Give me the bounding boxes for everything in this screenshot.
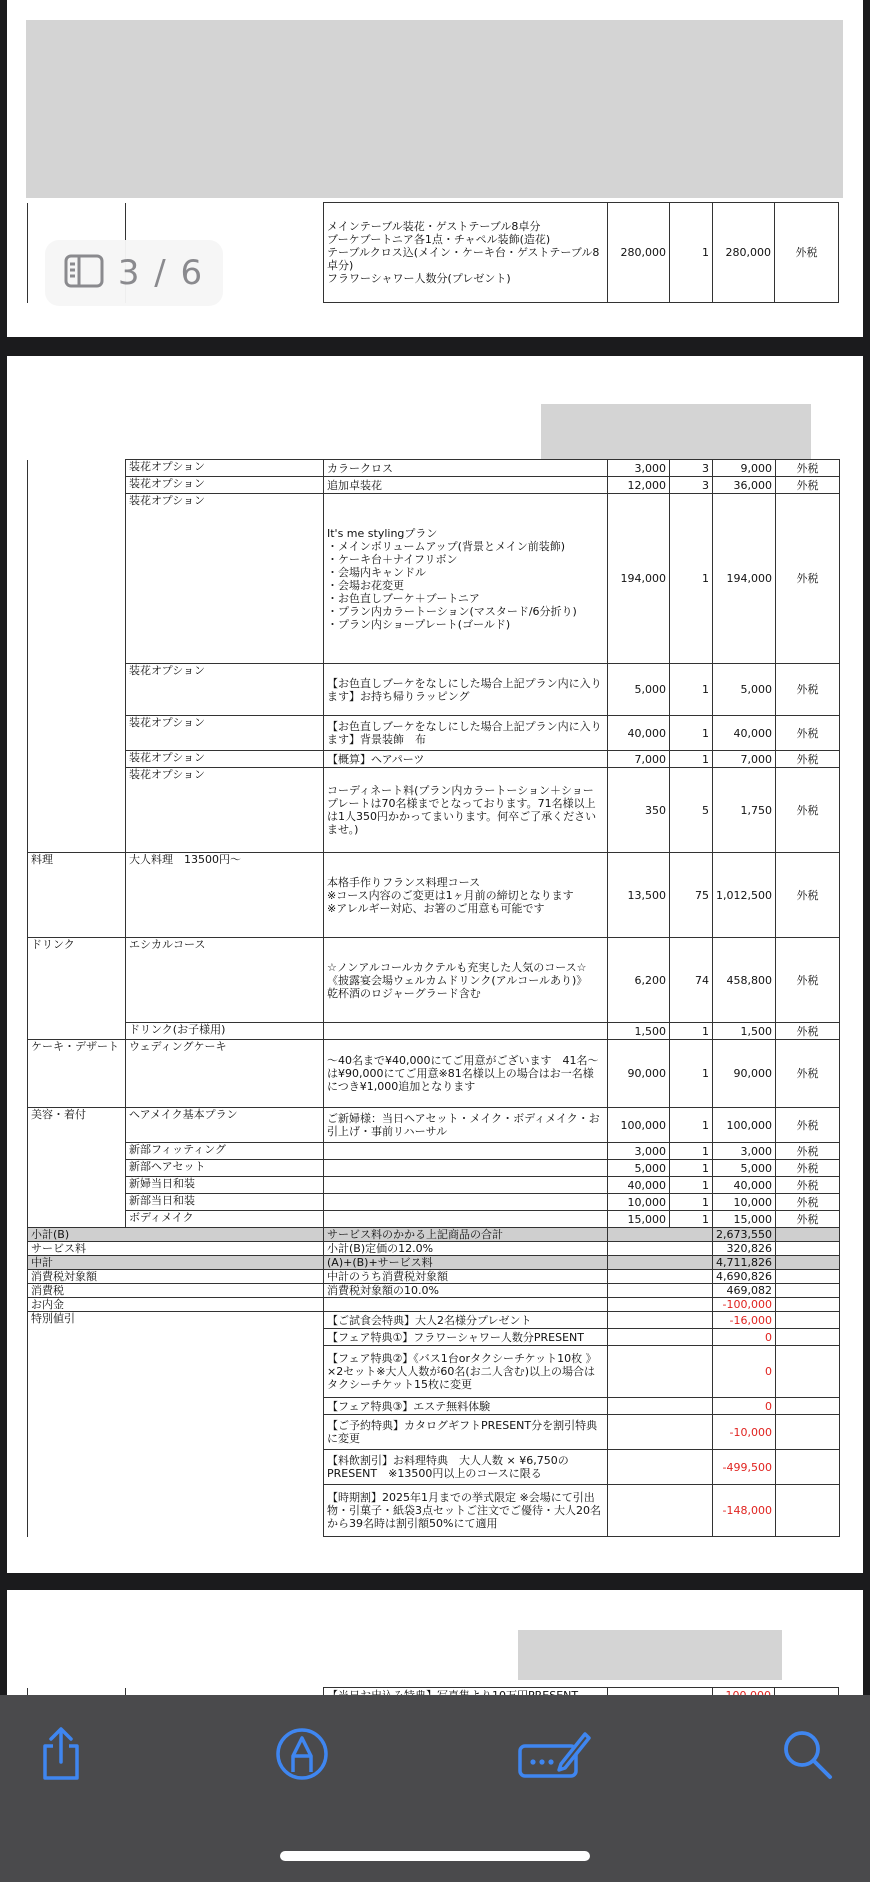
quantity-cell: 1 [670,1160,713,1177]
quantity-cell: 1 [670,664,713,716]
summary-description-cell: 消費税対象額の10.0% [324,1284,608,1298]
page-indicator[interactable] [45,240,223,306]
subcategory-cell: ドリンク(お子様用) [126,1023,324,1040]
subcategory-cell: 装花オプション [126,477,324,494]
empty-cell [608,1485,713,1537]
summary-label-cell: 中計 [28,1256,324,1270]
empty-cell [608,1256,713,1270]
quantity-cell: 1 [670,1023,713,1040]
amount-cell: 10,000 [713,1194,776,1211]
quantity-cell: 5 [670,768,713,853]
quantity-cell: 1 [670,1177,713,1194]
discount-amount-cell: -16,000 [713,1312,776,1329]
description-cell: 〜40名まで¥40,000にてご用意がございます 41名〜は¥90,000にてご用意※81名様以上の場合はお一名様につき¥1,000追加となります [324,1040,608,1108]
discount-label-cell [28,1346,324,1398]
unit-price-cell: 100,000 [608,1108,670,1143]
category-cell [28,477,126,494]
quantity-cell: 1 [670,1194,713,1211]
description-cell: ご新婦様：当日ヘアセット・メイク・ボディメイク・お引上げ・事前リハーサル [324,1108,608,1143]
subcategory-cell: 装花オプション [126,494,324,664]
tax-cell: 外税 [775,1211,839,1228]
empty-cell [775,1485,839,1537]
summary-description-cell: (A)+(B)+サービス料 [324,1256,608,1270]
category-cell [28,1023,126,1040]
category-cell: 美容・着付 [28,1108,126,1143]
table-row [28,1284,840,1298]
empty-cell [608,1228,713,1242]
redacted-area [518,1630,782,1680]
pdf-page-3 [7,356,863,1573]
thumbnails-icon [64,254,104,292]
empty-cell [608,1270,713,1284]
subcategory-cell: エシカルコース [126,938,324,1023]
quantity-cell: 1 [670,1211,713,1228]
discount-amount-cell: -148,000 [713,1485,776,1537]
empty-cell [608,1284,713,1298]
description-cell: コーディネート料(プラン内カラートーション＋ショープレートは70名様までとなっております。71名様以上は1人350円かかってまいります。何卒ご了承くださいませ。) [324,768,608,853]
share-button[interactable] [28,1723,94,1789]
tax-cell: 外税 [775,477,839,494]
table-row [28,1211,840,1228]
discount-amount-cell: 0 [713,1398,776,1415]
unit-price-cell: 3,000 [608,1143,670,1160]
amount-cell: 1,012,500 [713,853,776,938]
unit-price-cell: 6,200 [608,938,670,1023]
tax-cell: 外税 [775,716,839,751]
unit-price-cell: 10,000 [608,1194,670,1211]
table-row [28,1450,840,1485]
discount-amount-cell: -10,000 [713,1415,776,1450]
empty-cell [608,1312,713,1329]
quantity-cell: 75 [670,853,713,938]
empty-cell [775,1284,839,1298]
category-cell [28,751,126,768]
summary-amount-cell: 4,711,826 [713,1256,776,1270]
subcategory-cell: 装花オプション [126,716,324,751]
category-cell: ケーキ・デザート [28,1040,126,1108]
quantity-cell: 1 [670,1143,713,1160]
summary-label-cell: サービス料 [28,1242,324,1256]
table-row [28,1143,840,1160]
description-cell [324,1160,608,1177]
discount-label-cell [28,1415,324,1450]
unit-price-cell: 90,000 [608,1040,670,1108]
category-cell [28,494,126,664]
discount-description-cell: 【料飲割引】お料理特典 大人人数 × ¥6,750のPRESENT ※13500円以上のコースに限る [324,1450,608,1485]
unit-price-cell: 3,000 [608,460,670,477]
amount-cell: 7,000 [713,751,776,768]
description-cell: It's me stylingプラン ・メインボリュームアップ(背景とメイン前装飾) ・ケーキ台＋ナイフリボン ・会場内キャンドル ・会場お花変更 ・お色直しブーケ＋ブートニア ・プラン内カラートーション(マスタード/6分折り) ・プラン内ショープレート(ゴールド) [324,494,608,664]
table-row [28,1040,840,1108]
category-cell [28,768,126,853]
markup-button[interactable] [269,1723,335,1789]
tax-cell: 外税 [775,1023,839,1040]
amount-cell: 15,000 [713,1211,776,1228]
empty-cell [775,1329,839,1346]
category-cell [28,716,126,751]
description-cell: 【お色直しブーケをなしにした場合上記プラン内に入ります】背景装飾 布 [324,716,608,751]
table-row [28,938,840,1023]
table-row [28,477,840,494]
description-cell [324,1143,608,1160]
empty-cell [775,1450,839,1485]
subcategory-cell: 装花オプション [126,664,324,716]
empty-cell [775,1228,839,1242]
amount-cell: 40,000 [713,1177,776,1194]
description-cell [324,1023,608,1040]
table-row [28,768,840,853]
tax-cell: 外税 [775,1160,839,1177]
quantity-cell: 3 [670,477,713,494]
amount-cell: 90,000 [713,1040,776,1108]
estimate-table [27,459,840,1537]
subcategory-cell: ヘアメイク基本プラン [126,1108,324,1143]
subcategory-cell: 装花オプション [126,768,324,853]
tax-cell: 外税 [775,494,839,664]
table-row [28,1485,840,1537]
unit-price-cell: 40,000 [608,716,670,751]
discount-label-cell: 特別値引 [28,1312,324,1329]
unit-price-cell: 350 [608,768,670,853]
amount-cell: 1,750 [713,768,776,853]
unit-price-cell: 13,500 [608,853,670,938]
table-row [28,1242,840,1256]
discount-description-cell: 【フェア特典①】フラワーシャワー人数分PRESENT [324,1329,608,1346]
summary-label-cell: 消費税 [28,1284,324,1298]
discount-amount-cell: 0 [713,1329,776,1346]
tax-cell: 外税 [775,1108,839,1143]
description-cell: ☆ノンアルコールカクテルも充実した人気のコース☆ 《披露宴会場ウェルカムドリンク(アルコールあり)》 乾杯酒のロジャーグラード含む [324,938,608,1023]
summary-description-cell: サービス料のかかる上記商品の合計 [324,1228,608,1242]
quantity-cell: 1 [670,751,713,768]
category-cell [28,1143,126,1160]
category-cell: ドリンク [28,938,126,1023]
empty-cell [608,1298,713,1312]
table-row [28,1298,840,1312]
summary-amount-cell: 320,826 [713,1242,776,1256]
table-row [28,853,840,938]
category-cell [28,1194,126,1211]
tax-cell: 外税 [775,1177,839,1194]
amount-cell: 280,000 [713,203,775,303]
share-icon [36,1726,86,1786]
discount-description-cell: 【フェア特典②】《バス1台orタクシーチケット10枚 》×2セット※大人人数が60名(お二人含む)以上の場合はタクシーチケット15枚に変更 [324,1346,608,1398]
amount-cell: 3,000 [713,1143,776,1160]
amount-cell: 40,000 [713,716,776,751]
tax-cell: 外税 [775,460,839,477]
unit-price-cell: 12,000 [608,477,670,494]
table-row [28,1398,840,1415]
table-row [28,460,840,477]
empty-cell [608,1242,713,1256]
empty-cell [608,1415,713,1450]
subcategory-cell: 新部当日和装 [126,1194,324,1211]
page-indicator-label: 3 / 6 [117,253,205,293]
amount-cell: 36,000 [713,477,776,494]
empty-cell [775,1298,839,1312]
discount-description-cell: 【ご予約特典】カタログギフトPRESENT分を割引特典に変更 [324,1415,608,1450]
empty-cell [775,1270,839,1284]
description-cell: メインテーブル装花・ゲストテーブル8卓分 ブーケブートニア各1点・チャペル装飾(造花) テーブルクロス込(メイン・ケーキ台・ゲストテーブル8卓分) フラワーシャワー人数分(プレゼント) [324,203,608,303]
tax-cell: 外税 [775,751,839,768]
subcategory-cell: 新部フィッティング [126,1143,324,1160]
table-row [28,664,840,716]
category-cell: 料理 [28,853,126,938]
tax-cell: 外税 [775,938,839,1023]
description-cell: 【概算】ヘアパーツ [324,751,608,768]
amount-cell: 9,000 [713,460,776,477]
summary-label-cell: 消費税対象額 [28,1270,324,1284]
unit-price-cell: 194,000 [608,494,670,664]
home-indicator[interactable] [280,1851,590,1861]
table-row [28,1256,840,1270]
summary-description-cell: 中計のうち消費税対象額 [324,1270,608,1284]
markup-icon [274,1726,330,1786]
quantity-cell: 1 [670,203,713,303]
signature-button[interactable] [514,1723,594,1789]
quantity-cell: 1 [670,494,713,664]
table-row [28,1312,840,1329]
tax-cell: 外税 [775,1040,839,1108]
quantity-cell: 74 [670,938,713,1023]
summary-label-cell: 小計(B) [28,1228,324,1242]
table-row [28,751,840,768]
quantity-cell: 3 [670,460,713,477]
empty-cell [608,1398,713,1415]
table-row [28,1160,840,1177]
signature-icon [517,1728,591,1784]
redacted-area [541,404,811,460]
pdf-page-4 [7,1590,863,1700]
unit-price-cell: 40,000 [608,1177,670,1194]
discount-description-cell: 【ご試食会特典】大人2名様分プレゼント [324,1312,608,1329]
summary-amount-cell: 4,690,826 [713,1270,776,1284]
discount-description-cell: 【フェア特典③】エステ無料体験 [324,1398,608,1415]
description-cell [324,1194,608,1211]
table-row [28,1177,840,1194]
subcategory-cell: ウェディングケーキ [126,1040,324,1108]
unit-price-cell: 7,000 [608,751,670,768]
tax-cell: 外税 [775,203,839,303]
tax-cell: 外税 [775,853,839,938]
category-cell [28,1211,126,1228]
description-cell: 【お色直しブーケをなしにした場合上記プラン内に入ります】お持ち帰りラッピング [324,664,608,716]
empty-cell [775,1346,839,1398]
discount-amount-cell: 0 [713,1346,776,1398]
description-cell: カラークロス [324,460,608,477]
table-row [28,494,840,664]
discount-amount-cell: -499,500 [713,1450,776,1485]
subcategory-cell: 新部ヘアセット [126,1160,324,1177]
table-row [28,1329,840,1346]
empty-cell [608,1450,713,1485]
empty-cell [608,1346,713,1398]
category-cell [28,1177,126,1194]
table-row [28,1108,840,1143]
description-cell [324,1211,608,1228]
unit-price-cell: 5,000 [608,664,670,716]
discount-label-cell [28,1398,324,1415]
category-cell [28,664,126,716]
empty-cell [775,1242,839,1256]
amount-cell: 1,500 [713,1023,776,1040]
tax-cell: 外税 [775,1194,839,1211]
redacted-area [26,20,843,198]
description-cell: 本格手作りフランス料理コース ※コース内容のご変更は1ヶ月前の締切となります ※アレルギー対応、お箸のご用意も可能です [324,853,608,938]
summary-amount-cell: 2,673,550 [713,1228,776,1242]
subcategory-cell: ボディメイク [126,1211,324,1228]
search-icon [780,1727,834,1785]
subcategory-cell: 装花オプション [126,460,324,477]
summary-amount-cell: 469,082 [713,1284,776,1298]
summary-amount-cell: -100,000 [713,1298,776,1312]
amount-cell: 5,000 [713,1160,776,1177]
table-row [28,1194,840,1211]
amount-cell: 194,000 [713,494,776,664]
table-row [28,716,840,751]
table-row [28,1228,840,1242]
subcategory-cell: 装花オプション [126,751,324,768]
table-row [28,1023,840,1040]
summary-label-cell: お内金 [28,1298,324,1312]
table-row [28,1415,840,1450]
search-button[interactable] [774,1723,840,1789]
description-cell [324,1177,608,1194]
table-row [28,1270,840,1284]
summary-description-cell: 小計(B)定価の12.0% [324,1242,608,1256]
amount-cell: 5,000 [713,664,776,716]
empty-cell [775,1256,839,1270]
unit-price-cell: 5,000 [608,1160,670,1177]
table-row [28,1346,840,1398]
subcategory-cell: 新婦当日和装 [126,1177,324,1194]
tax-cell: 外税 [775,664,839,716]
empty-cell [775,1415,839,1450]
amount-cell: 458,800 [713,938,776,1023]
subcategory-cell: 大人料理 13500円〜 [126,853,324,938]
empty-cell [775,1398,839,1415]
quantity-cell: 1 [670,1108,713,1143]
tax-cell: 外税 [775,768,839,853]
amount-cell: 100,000 [713,1108,776,1143]
discount-label-cell [28,1450,324,1485]
unit-price-cell: 15,000 [608,1211,670,1228]
unit-price-cell: 1,500 [608,1023,670,1040]
unit-price-cell: 280,000 [608,203,670,303]
description-cell: 追加卓装花 [324,477,608,494]
category-cell [28,1160,126,1177]
quantity-cell: 1 [670,716,713,751]
empty-cell [608,1329,713,1346]
discount-description-cell: 【時期割】2025年1月までの挙式限定 ※会場にて引出物・引菓子・紙袋3点セットご注文でご優待・大人20名から39名時は割引額50%にて適用 [324,1485,608,1537]
summary-description-cell [324,1298,608,1312]
tax-cell: 外税 [775,1143,839,1160]
category-cell [28,460,126,477]
discount-label-cell [28,1329,324,1346]
empty-cell [775,1312,839,1329]
quantity-cell: 1 [670,1040,713,1108]
discount-label-cell [28,1485,324,1537]
